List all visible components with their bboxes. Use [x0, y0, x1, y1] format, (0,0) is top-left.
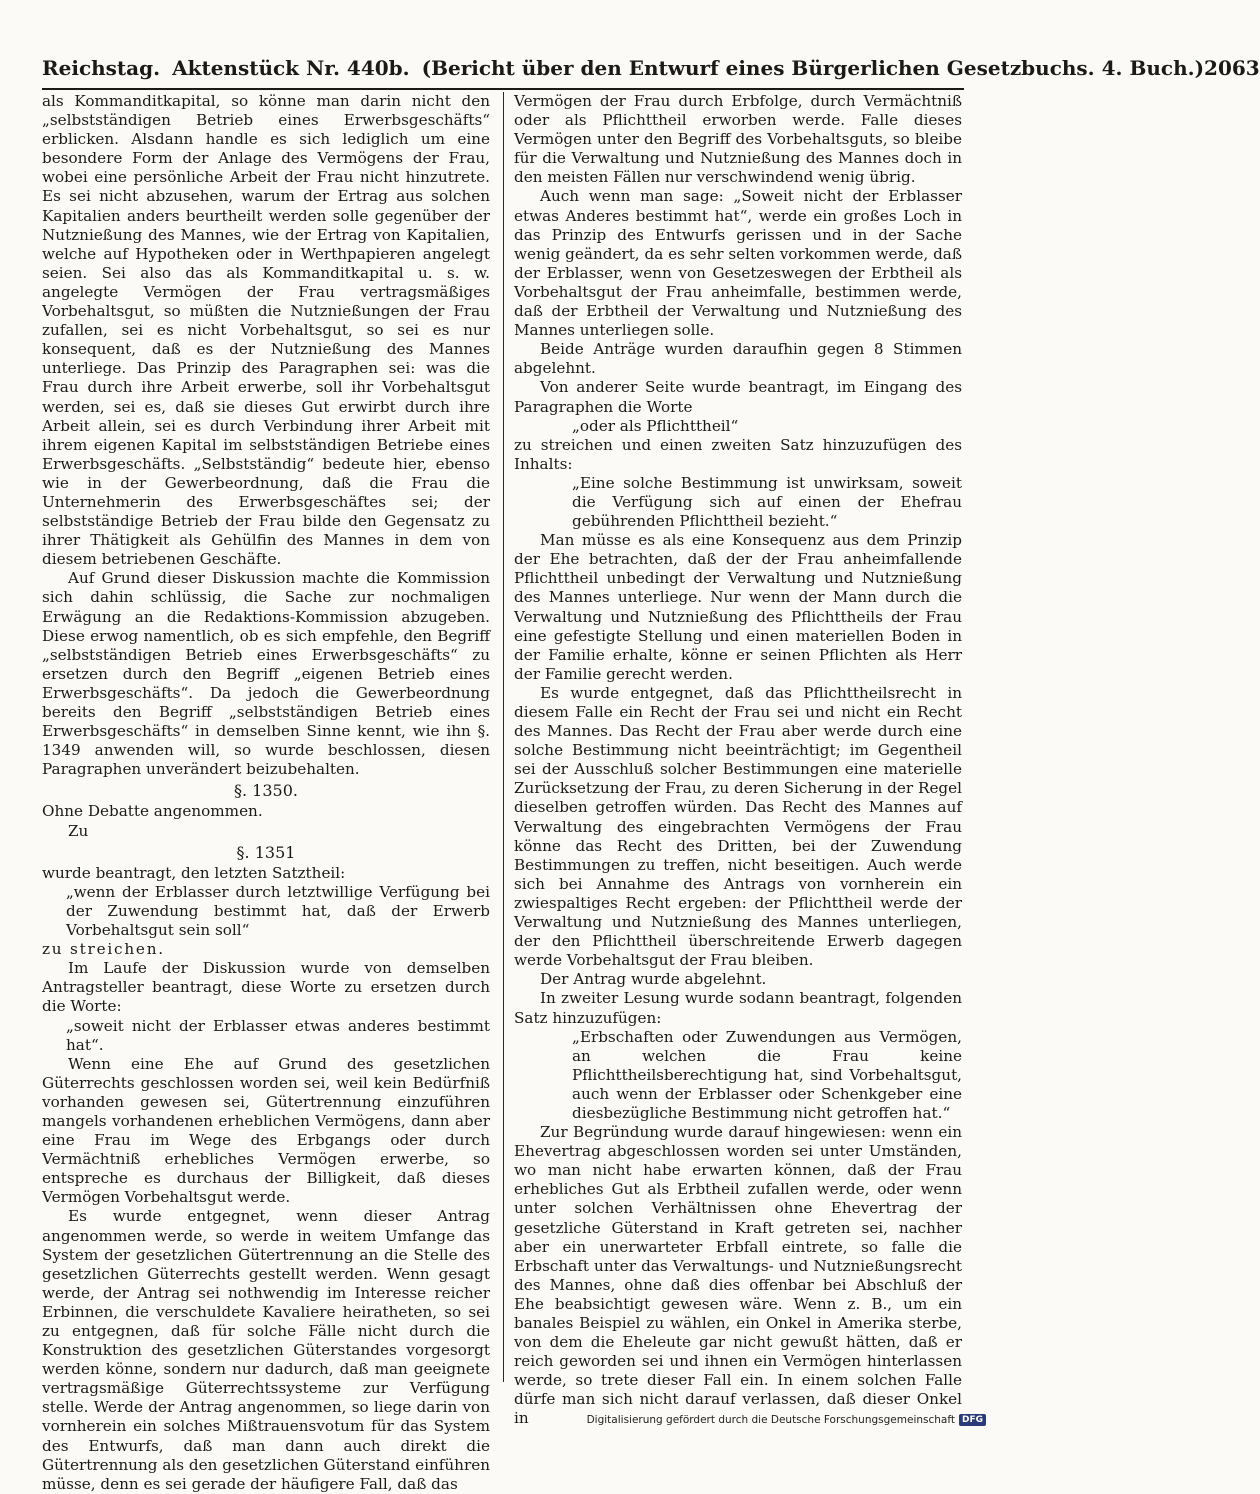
paragraph: zu streichen und einen zweiten Satz hinzuzufügen des Inhalts: — [514, 435, 962, 473]
header-left — [42, 56, 1204, 80]
quotation: „wenn der Erblasser durch letztwillige Verfügung bei der Zuwendung bestimmt hat, daß der Erwerb Vorbehaltsgut sein soll“ — [66, 882, 490, 940]
paragraph: Auf Grund dieser Diskussion machte die Kommission sich dahin schlüssig, die Sache zur nochmaligen Erwägung an die Redaktions-Kommission abzugeben. Diese erwog namentlich, ob es sich empfehle, den Begriff „selbstständigen Betrieb eines Erwerbsgeschäfts“ zu ersetzen durch den Begriff „eigenen Betrieb eines Erwerbsgeschäfts“. Da jedoch die Gewerbeordnung bereits den Begriff „selbstständigen Betrieb eines Erwerbsgeschäfts“ in demselben Sinne kennt, wie ihn §. 1349 anwenden will, so wurde beschlossen, diesen Paragraphen unverändert beizubehalten. — [42, 569, 490, 779]
quotation: „oder als Pflichttheil“ — [572, 416, 739, 435]
paragraph: Vermögen der Frau durch Erbfolge, durch Vermächtniß oder als Pflichttheil erworben werde. Falle dieses Vermögen unter den Begriff des Vorbehaltsguts, so bleibe für die Verwaltung und Nutznießung des Mannes doch in den meisten Fällen nur verschwindend wenig übrig. — [514, 92, 962, 187]
paragraph: Man müsse es als eine Konsequenz aus dem Prinzip der Ehe betrachten, daß der der Frau anheimfallende Pflichttheil unbedingt der Verwaltung und Nutznießung des Mannes unterliege. Nur wenn der Mann durch die Verwaltung und Nutznießung des Pflichttheils der Frau eine gefestigte Stellung und einen materiellen Boden in der Familie erhalte, könne er seinen Pflichten als Herr der Familie gerecht werden. — [514, 531, 962, 683]
paragraph: wurde beantragt, den letzten Satztheil: — [42, 863, 346, 882]
header-subject: (Bericht über den Entwurf eines Bürgerlichen Gesetzbuchs. 4. Buch.) — [421, 56, 1205, 80]
left-column — [42, 92, 490, 1493]
paragraph: Im Laufe der Diskussion wurde von demselben Antragsteller beantragt, diese Worte zu ersetzen durch die Worte: — [42, 959, 490, 1016]
paragraph: Beide Anträge wurden daraufhin gegen 8 Stimmen abgelehnt. — [514, 340, 962, 378]
quotation: „soweit nicht der Erblasser etwas anderes bestimmt hat“. — [66, 1016, 490, 1054]
footer-text: Digitalisierung gefördert durch die Deutsche Forschungsgemeinschaft — [586, 1414, 955, 1426]
paragraph: Zur Begründung wurde darauf hingewiesen: wenn ein Ehevertrag abgeschlossen worden sei unter Umständen, wo man nicht habe erwarten können, daß der Frau erhebliches Gut als Erbtheil zufallen werde, oder wenn unter solchen Verhältnissen ohne Ehevertrag der gesetzliche Güterstand in Kraft getreten sei, nachher aber ein unerwarteter Erbfall eintrete, so falle die Erbschaft unter das Verwaltungs- und Nutznießungsrecht des Mannes, ohne daß dies offenbar bei Abschluß der Ehe beabsichtigt gewesen wäre. Wenn z. B., um ein banales Beispiel zu wählen, ein Onkel in Amerika sterbe, von dem die Eheleute gar nicht gewußt hätten, daß er reich geworden sei und ihnen ein Vermögen hinterlassen werde, so trete dieser Fall ein. In einem solchen Falle dürfe man sich nicht darauf verlassen, daß dieser Onkel in — [514, 1123, 962, 1428]
header-document: Aktenstück Nr. 440b. — [172, 56, 410, 80]
paragraph: Der Antrag wurde abgelehnt. — [540, 970, 767, 989]
header-publication: Reichstag. — [42, 56, 161, 80]
paragraph: Es wurde entgegnet, daß das Pflichttheilsrecht in diesem Falle ein Recht der Frau sei und nicht ein Recht des Mannes. Das Recht der Frau aber werde durch eine solche Bestimmung nicht beeinträchtigt; im Gegentheil sei der Ausschluß solcher Bestimmungen eine materielle Zurücksetzung der Frau, zu deren Sicherung in der Regel dieselben getroffen würden. Das Recht des Mannes auf Verwaltung des eingebrachten Vermögens der Frau könne das Recht des Dritten, bei der Zuwendung Bestimmungen zu treffen, nicht beseitigen. Auch werde sich bei Annahme des Antrags von vornherein ein zwiespaltiges Recht ergeben: der Pflichttheil werde der Verwaltung und Nutznießung des Mannes unterliegen, der den Pflichttheil überschreitende Erwerb dagegen werde Vorbehaltsgut der Frau bleiben. — [514, 683, 962, 970]
section-heading: §. 1350. — [234, 781, 298, 801]
paragraph: Es wurde entgegnet, wenn dieser Antrag angenommen werde, so werde in weitem Umfange das System der gesetzlichen Gütertrennung an die Stelle des gesetzlichen Güterrechts gestellt werden. Wenn gesagt werde, der Antrag sei nothwendig im Interesse reicher Erbinnen, die verschuldete Kavaliere heiratheten, so sei zu entgegnen, daß für solche Fälle nicht durch die Konstruktion des gesetzlichen Güterstandes vorgesorgt werden könne, sondern nur dadurch, daß man geeignete vertragsmäßige Güterrechtssysteme zur Verfügung stelle. Werde der Antrag angenommen, so liege darin von vornherein ein solches Mißtrauensvotum für das System des Entwurfs, daß man dann auch direkt die Gütertrennung als den gesetzlichen Güterstand einführen müsse, denn es sei gerade der häufigere Fall, daß das — [42, 1207, 490, 1493]
column-divider — [503, 92, 504, 1382]
paragraph: Wenn eine Ehe auf Grund des gesetzlichen Güterrechts geschlossen worden sei, weil kein Bedürfniß vorhanden gewesen sei, Gütertrennung einzuführen mangels vorhandenen erheblichen Vermögens, dann aber eine Frau im Wege des Erbgangs oder durch Vermächtniß erhebliches Vermögen erwerbe, so entspreche es durchaus der Billigkeit, daß dieses Vermögen Vorbehaltsgut werde. — [42, 1054, 490, 1207]
page-header — [42, 56, 1260, 84]
page-number: 2063 — [1204, 56, 1260, 80]
quotation: „Eine solche Bestimmung ist unwirksam, soweit die Verfügung sich auf einen der Ehefrau gebührenden Pflichttheil bezieht.“ — [572, 473, 962, 531]
paragraph: Ohne Debatte angenommen. — [42, 802, 263, 821]
paragraph: Auch wenn man sage: „Soweit nicht der Erblasser etwas Anderes bestimmt hat“, werde ein großes Loch in das Prinzip des Entwurfs gerissen und in der Sache wenig geändert, da es sehr selten vorkommen werde, daß der Erblasser, wenn von Gesetzeswegen der Erbtheil als Vorbehaltsgut der Frau anheimfalle, bestimmen werde, daß der Erbtheil der Verwaltung und Nutznießung des Mannes unterliegen solle. — [514, 187, 962, 340]
digitization-footer — [587, 1414, 986, 1426]
paragraph: In zweiter Lesung wurde sodann beantragt, folgenden Satz hinzuzufügen: — [514, 989, 962, 1027]
paragraph: als Kommanditkapital, so könne man darin nicht den „selbstständigen Betrieb eines Erwerbsgeschäfts“ erblicken. Alsdann handle es sich lediglich um eine besondere Form der Anlage des Vermögens der Frau, wobei eine persönliche Arbeit der Frau nicht hinzutrete. Es sei nicht abzusehen, warum der Ertrag aus solchen Kapitalien anders beurtheilt werden solle gegenüber der Nutznießung des Mannes, wie der Ertrag von Kapitalien, welche auf Hypotheken oder in Werthpapieren angelegt seien. Sei also das als Kommanditkapital u. s. w. angelegte Vermögen der Frau vertragsmäßiges Vorbehaltsgut, so müßten die Nutznießungen der Frau zufallen, sei es nicht Vorbehaltsgut, so sei es nur konsequent, daß es der Nutznießung des Mannes unterliege. Das Prinzip des Paragraphen sei: was die Frau durch ihre Arbeit erwerbe, soll ihr Vorbehaltsgut werden, sei es, daß sie dieses Gut erwirbt durch ihre Arbeit allein, sei es durch Verbindung ihrer Arbeit mit ihrem eigenen Kapital im selbstständigen Betriebe eines Erwerbsgeschäfts. „Selbstständig“ bedeute hier, ebenso wie in der Gewerbeordnung, daß die Frau die Unternehmerin des Erwerbsgeschäftes sei; der selbstständige Betrieb der Frau bilde den Gegensatz zu ihrer Thätigkeit als Gehülfin des Mannes in dem von diesem betriebenen Geschäfte. — [42, 92, 490, 569]
paragraph: zu streichen. — [42, 940, 165, 959]
paragraph: Zu — [68, 821, 89, 840]
header-rule — [42, 88, 964, 90]
dfg-logo-icon: DFG — [959, 1414, 986, 1426]
quotation: „Erbschaften oder Zuwendungen aus Vermögen, an welchen die Frau keine Pflichttheilsberechtigung hat, sind Vorbehaltsgut, auch wenn der Erblasser oder Schenkgeber eine diesbezügliche Bestimmung nicht getroffen hat.“ — [572, 1027, 962, 1122]
section-heading: §. 1351 — [236, 842, 296, 862]
paragraph: Von anderer Seite wurde beantragt, im Eingang des Paragraphen die Worte — [514, 378, 962, 416]
